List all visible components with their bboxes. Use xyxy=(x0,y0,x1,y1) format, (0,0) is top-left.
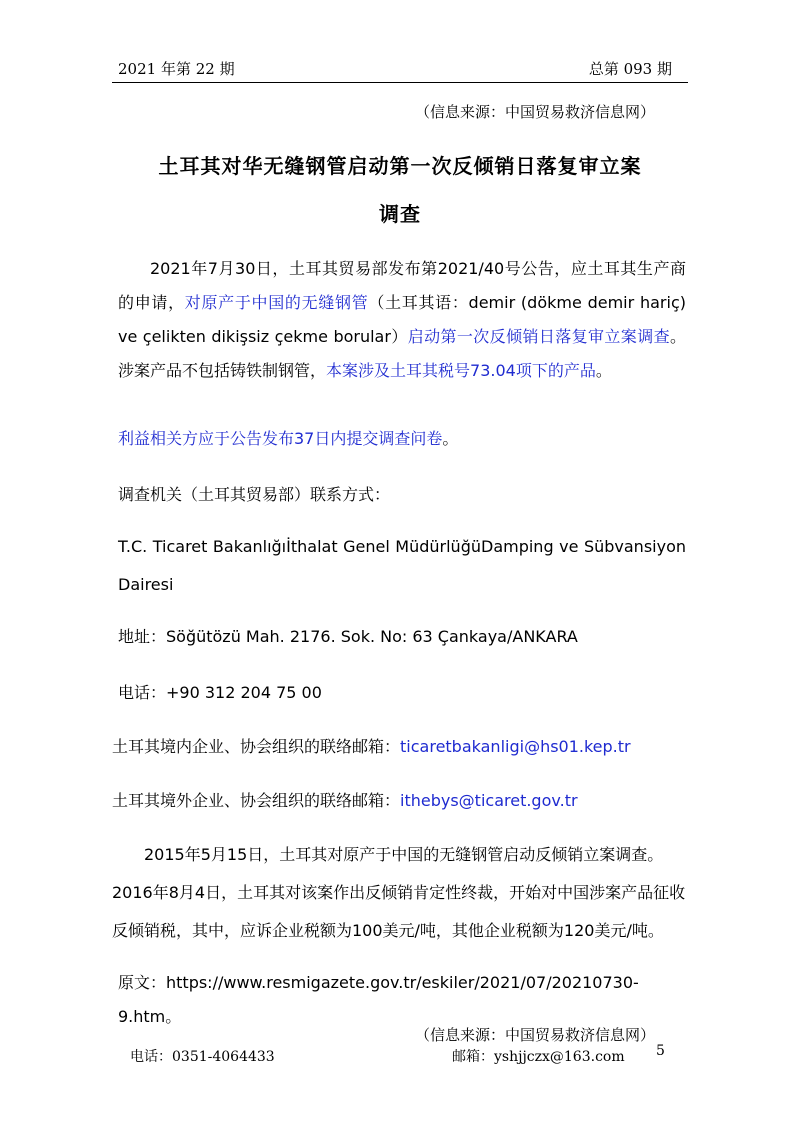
para1-text-c: （土耳其语：demir (dökme demir hariç) ve çelikten dikişsiz çekme borular） xyxy=(118,293,686,346)
para1-investigation-highlight: 启动第一次反倾销日落复审立案调查 xyxy=(407,327,670,346)
history-line1 xyxy=(118,838,686,872)
para1-text-e: 。涉案产品不包括铸铁制钢管， xyxy=(118,327,686,380)
paragraph-authority-heading: 调查机关（土耳其贸易部）联系方式： xyxy=(118,485,391,504)
original-source-link[interactable]: 原文：https://www.resmigazete.gov.tr/eskiler/2021/07/20210730-9.htm。 xyxy=(118,973,639,1026)
page-number: 5 xyxy=(656,1043,665,1059)
footer-phone: 电话：0351-4064433 xyxy=(130,1049,275,1065)
email-foreign-label: 土耳其境外企业、协会组织的联络邮箱： xyxy=(112,791,401,810)
source-note-bottom: （信息来源：中国贸易救济信息网） xyxy=(415,1026,656,1044)
email-domestic-row xyxy=(112,730,692,764)
history-line3: 反倾销税，其中，应诉企业税额为100美元/吨，其他企业税额为120美元/吨。 xyxy=(112,921,664,940)
para1-text-a: 2021年7月30日，土耳其贸易部发布第2021/40号公告，应土耳其生产商的申请， xyxy=(118,259,686,312)
header-total-issue: 总第 093 期 xyxy=(588,60,672,78)
para1-tariff-highlight: 本案涉及土耳其税号73.04项下的产品 xyxy=(326,361,596,380)
deadline-end: 。 xyxy=(442,429,459,448)
header-issue: 2021 年第 22 期 xyxy=(118,60,235,78)
para1-product-highlight: 对原产于中国的无缝钢管 xyxy=(184,293,369,312)
authority-name-line2: Dairesi xyxy=(118,575,174,594)
email-foreign-row xyxy=(112,784,692,818)
article-title-line2: 调查 xyxy=(379,202,421,226)
article-title-line1: 土耳其对华无缝钢管启动第一次反倾销日落复审立案 xyxy=(158,154,642,178)
history-line2: 2016年8月4日，土耳其对该案作出反倾销肯定性终裁，开始对中国涉案产品征收 xyxy=(112,883,686,902)
authority-address: 地址：Söğütözü Mah. 2176. Sok. No: 63 Çankaya/ANKARA xyxy=(118,627,578,646)
paragraph-deadline xyxy=(118,422,686,456)
source-note-top: （信息来源：中国贸易救济信息网） xyxy=(415,103,656,121)
authority-name-line1: T.C. Ticaret Bakanlığıİthalat Genel MüdürlüğüDamping ve Sübvansiyon xyxy=(118,537,686,556)
paragraph-announcement xyxy=(118,252,686,388)
email-domestic-label: 土耳其境内企业、协会组织的联络邮箱： xyxy=(112,737,401,756)
footer-email: 邮箱：yshjjczx@163.com xyxy=(452,1049,625,1065)
email-foreign-link[interactable]: ithebys@ticaret.gov.tr xyxy=(400,791,578,810)
para1-text-g: 。 xyxy=(595,361,612,380)
email-domestic-link[interactable]: ticaretbakanligi@hs01.kep.tr xyxy=(400,737,631,756)
history-text-1: 2015年5月15日，土耳其对原产于中国的无缝钢管启动反倾销立案调查。 xyxy=(144,845,664,864)
header-divider xyxy=(112,82,688,83)
deadline-highlight: 利益相关方应于公告发布37日内提交调查问卷 xyxy=(118,429,443,448)
authority-phone: 电话：+90 312 204 75 00 xyxy=(118,683,322,702)
